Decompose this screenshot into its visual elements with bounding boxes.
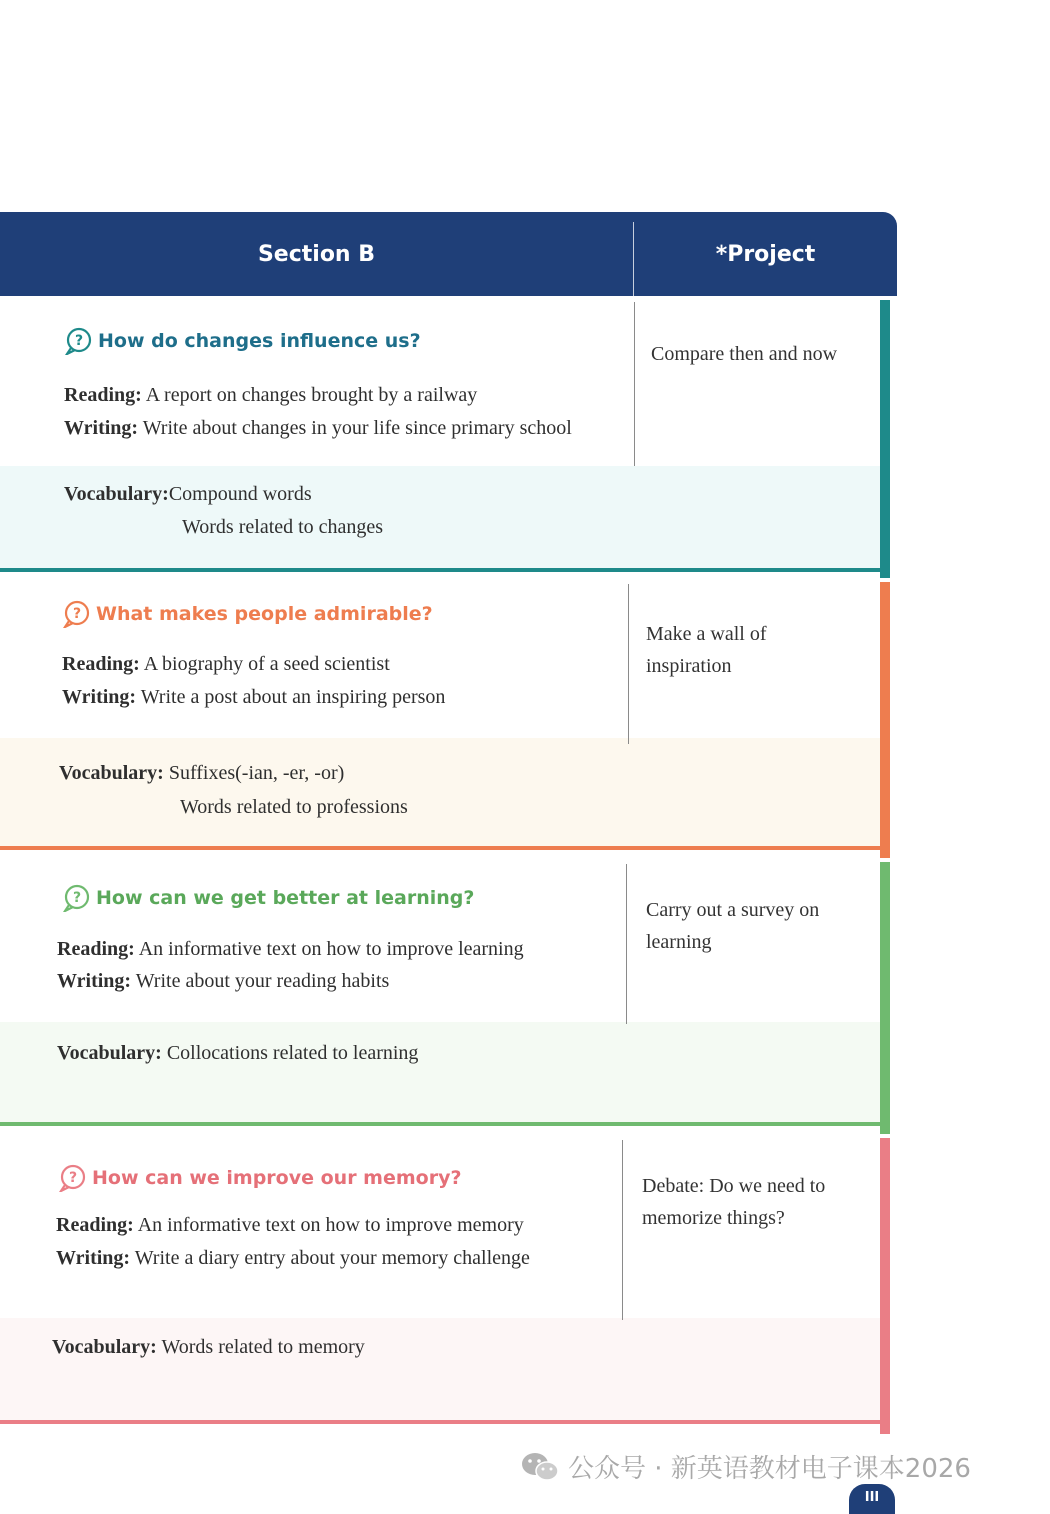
reading-label: Reading: — [56, 1214, 134, 1236]
vocab-item: Collocations related to learning — [166, 1042, 419, 1064]
column-divider — [628, 584, 629, 744]
question-bubble-icon — [62, 884, 90, 912]
question-bubble-icon — [58, 1164, 86, 1192]
unit-question — [62, 884, 474, 912]
unit-question — [64, 327, 421, 355]
writing-line — [57, 970, 389, 993]
unit-bottom-line — [0, 1122, 885, 1126]
vocab-line — [64, 483, 312, 506]
reading-text: A report on changes brought by a railway — [145, 384, 478, 406]
vocab-band — [0, 1022, 890, 1124]
column-divider — [622, 1140, 623, 1320]
writing-label: Writing: — [57, 970, 132, 992]
unit-bottom-line — [0, 846, 885, 850]
writing-line — [56, 1247, 530, 1270]
unit-color-bar — [880, 1138, 890, 1434]
vocab-item: Suffixes(-ian, -er, -or) — [168, 762, 345, 784]
svg-text:?: ? — [72, 890, 82, 906]
vocab-band — [0, 738, 890, 848]
unit-color-bar — [880, 862, 890, 1134]
header-project: *Project — [715, 241, 816, 267]
vocab-line — [52, 1336, 365, 1359]
reading-label: Reading: — [57, 938, 135, 960]
reading-line — [64, 384, 477, 407]
unit-bottom-line — [0, 1420, 885, 1424]
reading-label: Reading: — [64, 384, 142, 406]
page-number: III — [849, 1484, 895, 1514]
svg-text:?: ? — [68, 1170, 78, 1186]
project-text: Compare then and now — [651, 343, 838, 365]
vocab-band — [0, 1318, 890, 1424]
reading-line — [57, 938, 524, 961]
project-text: Debate: Do we need to memorize things? — [642, 1175, 826, 1229]
project-text: Carry out a survey on learning — [646, 899, 820, 953]
question-text: How can we improve our memory? — [92, 1167, 462, 1189]
wechat-icon — [520, 1450, 560, 1484]
writing-text: Write about changes in your life since primary school — [142, 417, 572, 439]
unit-row-4 — [0, 1138, 890, 1434]
header-section-b: Section B — [257, 241, 376, 267]
writing-label: Writing: — [62, 686, 137, 708]
vocab-line — [59, 762, 344, 785]
svg-text:?: ? — [72, 606, 82, 622]
reading-label: Reading: — [62, 653, 140, 675]
unit-color-bar — [880, 582, 890, 858]
writing-line — [64, 417, 572, 440]
unit-row-2 — [0, 582, 890, 858]
writing-text: Write a post about an inspiring person — [140, 686, 446, 708]
writing-label: Writing: — [64, 417, 139, 439]
reading-text: A biography of a seed scientist — [143, 653, 390, 675]
writing-line — [62, 686, 445, 709]
vocab-item: Words related to professions — [180, 796, 408, 818]
column-divider — [626, 864, 627, 1024]
unit-bottom-line — [0, 568, 885, 572]
vocab-band — [0, 466, 890, 572]
vocab-label: Vocabulary: — [64, 483, 169, 505]
unit-row-1 — [0, 300, 890, 578]
table-header — [0, 212, 897, 296]
question-text: How do changes influence us? — [98, 330, 421, 352]
project-text: Make a wall of inspiration — [646, 623, 767, 677]
question-text: How can we get better at learning? — [96, 887, 475, 909]
watermark — [520, 1448, 971, 1485]
unit-row-3 — [0, 862, 890, 1134]
writing-label: Writing: — [56, 1247, 131, 1269]
vocab-item: Words related to changes — [182, 516, 384, 538]
question-bubble-icon — [62, 600, 90, 628]
unit-color-bar — [880, 300, 890, 578]
unit-question — [58, 1164, 462, 1192]
watermark-text: 公众号 · 新英语教材电子课本2026 — [568, 1454, 971, 1484]
vocab-line — [57, 1042, 418, 1065]
reading-line — [62, 653, 390, 676]
writing-text: Write about your reading habits — [135, 970, 390, 992]
question-bubble-icon — [64, 327, 92, 355]
reading-text: An informative text on how to improve memory — [137, 1214, 524, 1236]
writing-text: Write a diary entry about your memory challenge — [134, 1247, 530, 1269]
vocab-label: Vocabulary: — [52, 1336, 157, 1358]
column-divider — [634, 302, 635, 466]
reading-line — [56, 1214, 524, 1237]
vocab-label: Vocabulary: — [59, 762, 164, 784]
vocab-item: Words related to memory — [161, 1336, 365, 1358]
question-text: What makes people admirable? — [96, 603, 433, 625]
vocab-label: Vocabulary: — [57, 1042, 162, 1064]
unit-question — [62, 600, 433, 628]
reading-text: An informative text on how to improve learning — [138, 938, 524, 960]
svg-text:?: ? — [74, 333, 84, 349]
vocab-item: Compound words — [168, 483, 312, 505]
